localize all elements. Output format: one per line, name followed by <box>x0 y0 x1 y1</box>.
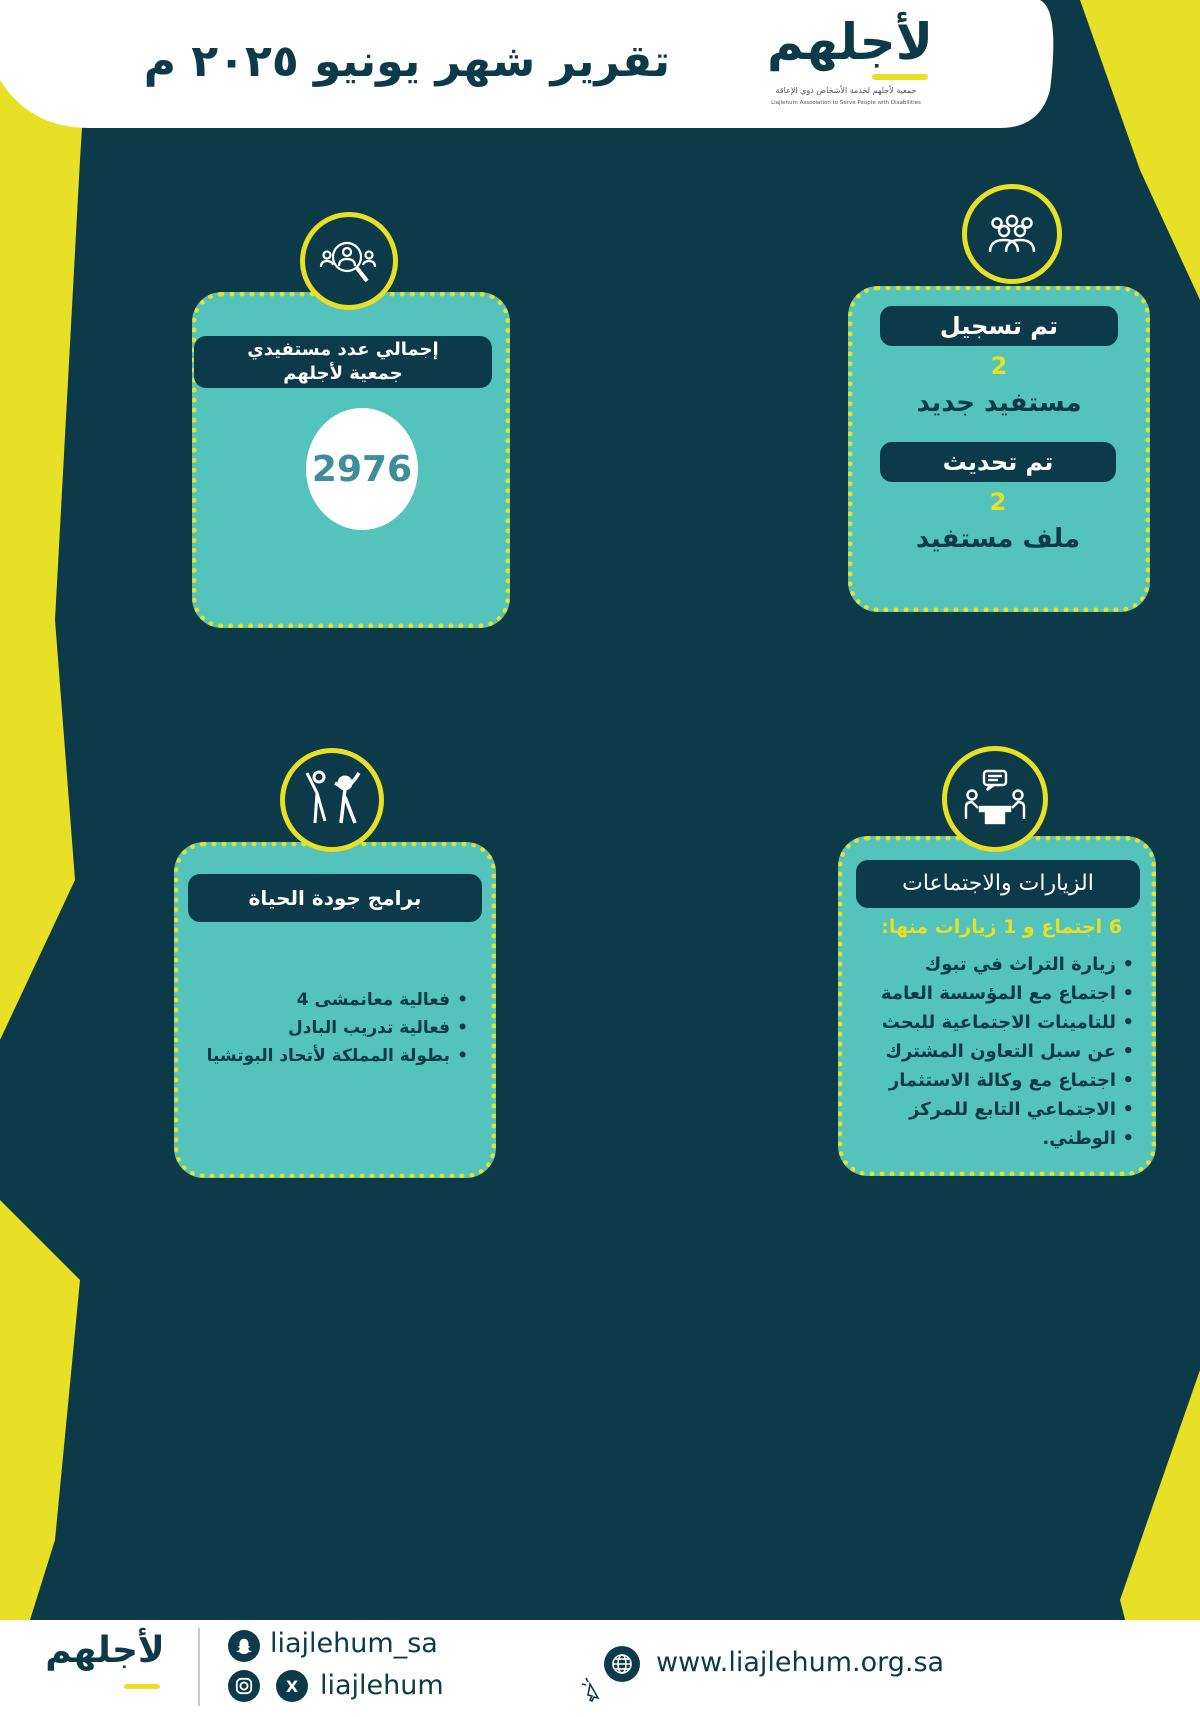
footer-divider <box>198 1628 200 1706</box>
x-icon[interactable]: X <box>276 1670 308 1702</box>
list-item-continuation: • الاجتماعي التابع للمركز <box>852 1095 1134 1124</box>
visits-summary: 6 اجتماع و 1 زيارات منها: <box>881 916 1122 938</box>
new-beneficiaries-count: 2 <box>990 352 1008 380</box>
social-handle[interactable]: liajlehum <box>320 1670 444 1701</box>
cursor-click-icon <box>580 1676 604 1706</box>
visits-banner: الزيارات والاجتماعات <box>856 860 1140 908</box>
list-item: • اجتماع مع المؤسسة العامة <box>852 979 1134 1008</box>
quality-list <box>196 986 468 1070</box>
quality-banner: برامج جودة الحياة <box>188 874 482 922</box>
logo-underline <box>872 74 928 80</box>
website-link[interactable]: www.liajlehum.org.sa <box>656 1647 945 1678</box>
list-item: • زيارة التراث في تبوك <box>852 950 1134 979</box>
meeting-icon <box>942 746 1048 852</box>
list-item: • بطولة المملكة لأتحاد البوتشيا <box>196 1042 468 1070</box>
list-item-continuation: • عن سبل التعاون المشترك <box>852 1037 1134 1066</box>
footer-logo-underline <box>124 1684 160 1689</box>
logo-subtitle-en: Liajlehum Association to Serve People with Disabilities <box>771 100 921 106</box>
list-item: • اجتماع مع وكالة الاستثمار <box>852 1066 1134 1095</box>
registered-banner: تم تسجيل <box>880 306 1118 346</box>
new-beneficiaries-label: مستفيد جديد <box>916 388 1082 418</box>
total-count: 2976 <box>306 408 418 530</box>
list-item-continuation: • الوطني. <box>852 1124 1134 1153</box>
updated-files-label: ملف مستفيد <box>915 524 1081 554</box>
globe-icon[interactable] <box>604 1646 640 1682</box>
instagram-icon[interactable] <box>228 1670 260 1702</box>
snapchat-handle[interactable]: liajlehum_sa <box>270 1628 438 1659</box>
brand-logo: لأجلهم <box>767 13 933 71</box>
footer-logo: لأجلهم <box>45 1630 165 1671</box>
updated-files-count: 2 <box>989 488 1007 516</box>
search-people-icon <box>300 212 398 310</box>
snapchat-icon[interactable] <box>228 1630 260 1662</box>
list-item: • فعالية معانمشى 4 <box>196 986 468 1014</box>
total-banner <box>194 336 492 388</box>
people-celebrating-icon <box>280 748 384 852</box>
logo-subtitle-ar: جمعية لأجلهم لخدمة الأشخاص ذوي الإعاقة <box>775 86 917 95</box>
group-icon <box>962 184 1062 284</box>
visits-list <box>852 950 1134 1153</box>
page-title: تقرير شهر يونيو ٢٠٢٥ م <box>143 36 670 87</box>
total-banner-line1: إجمالي عدد مستفيدي <box>247 339 439 360</box>
updated-banner: تم تحديث <box>880 442 1116 482</box>
list-item-continuation: • للتامينات الاجتماعية للبحث <box>852 1008 1134 1037</box>
total-banner-line2: جمعية لأجلهم <box>283 363 403 384</box>
list-item: • فعالية تدريب البادل <box>196 1014 468 1042</box>
